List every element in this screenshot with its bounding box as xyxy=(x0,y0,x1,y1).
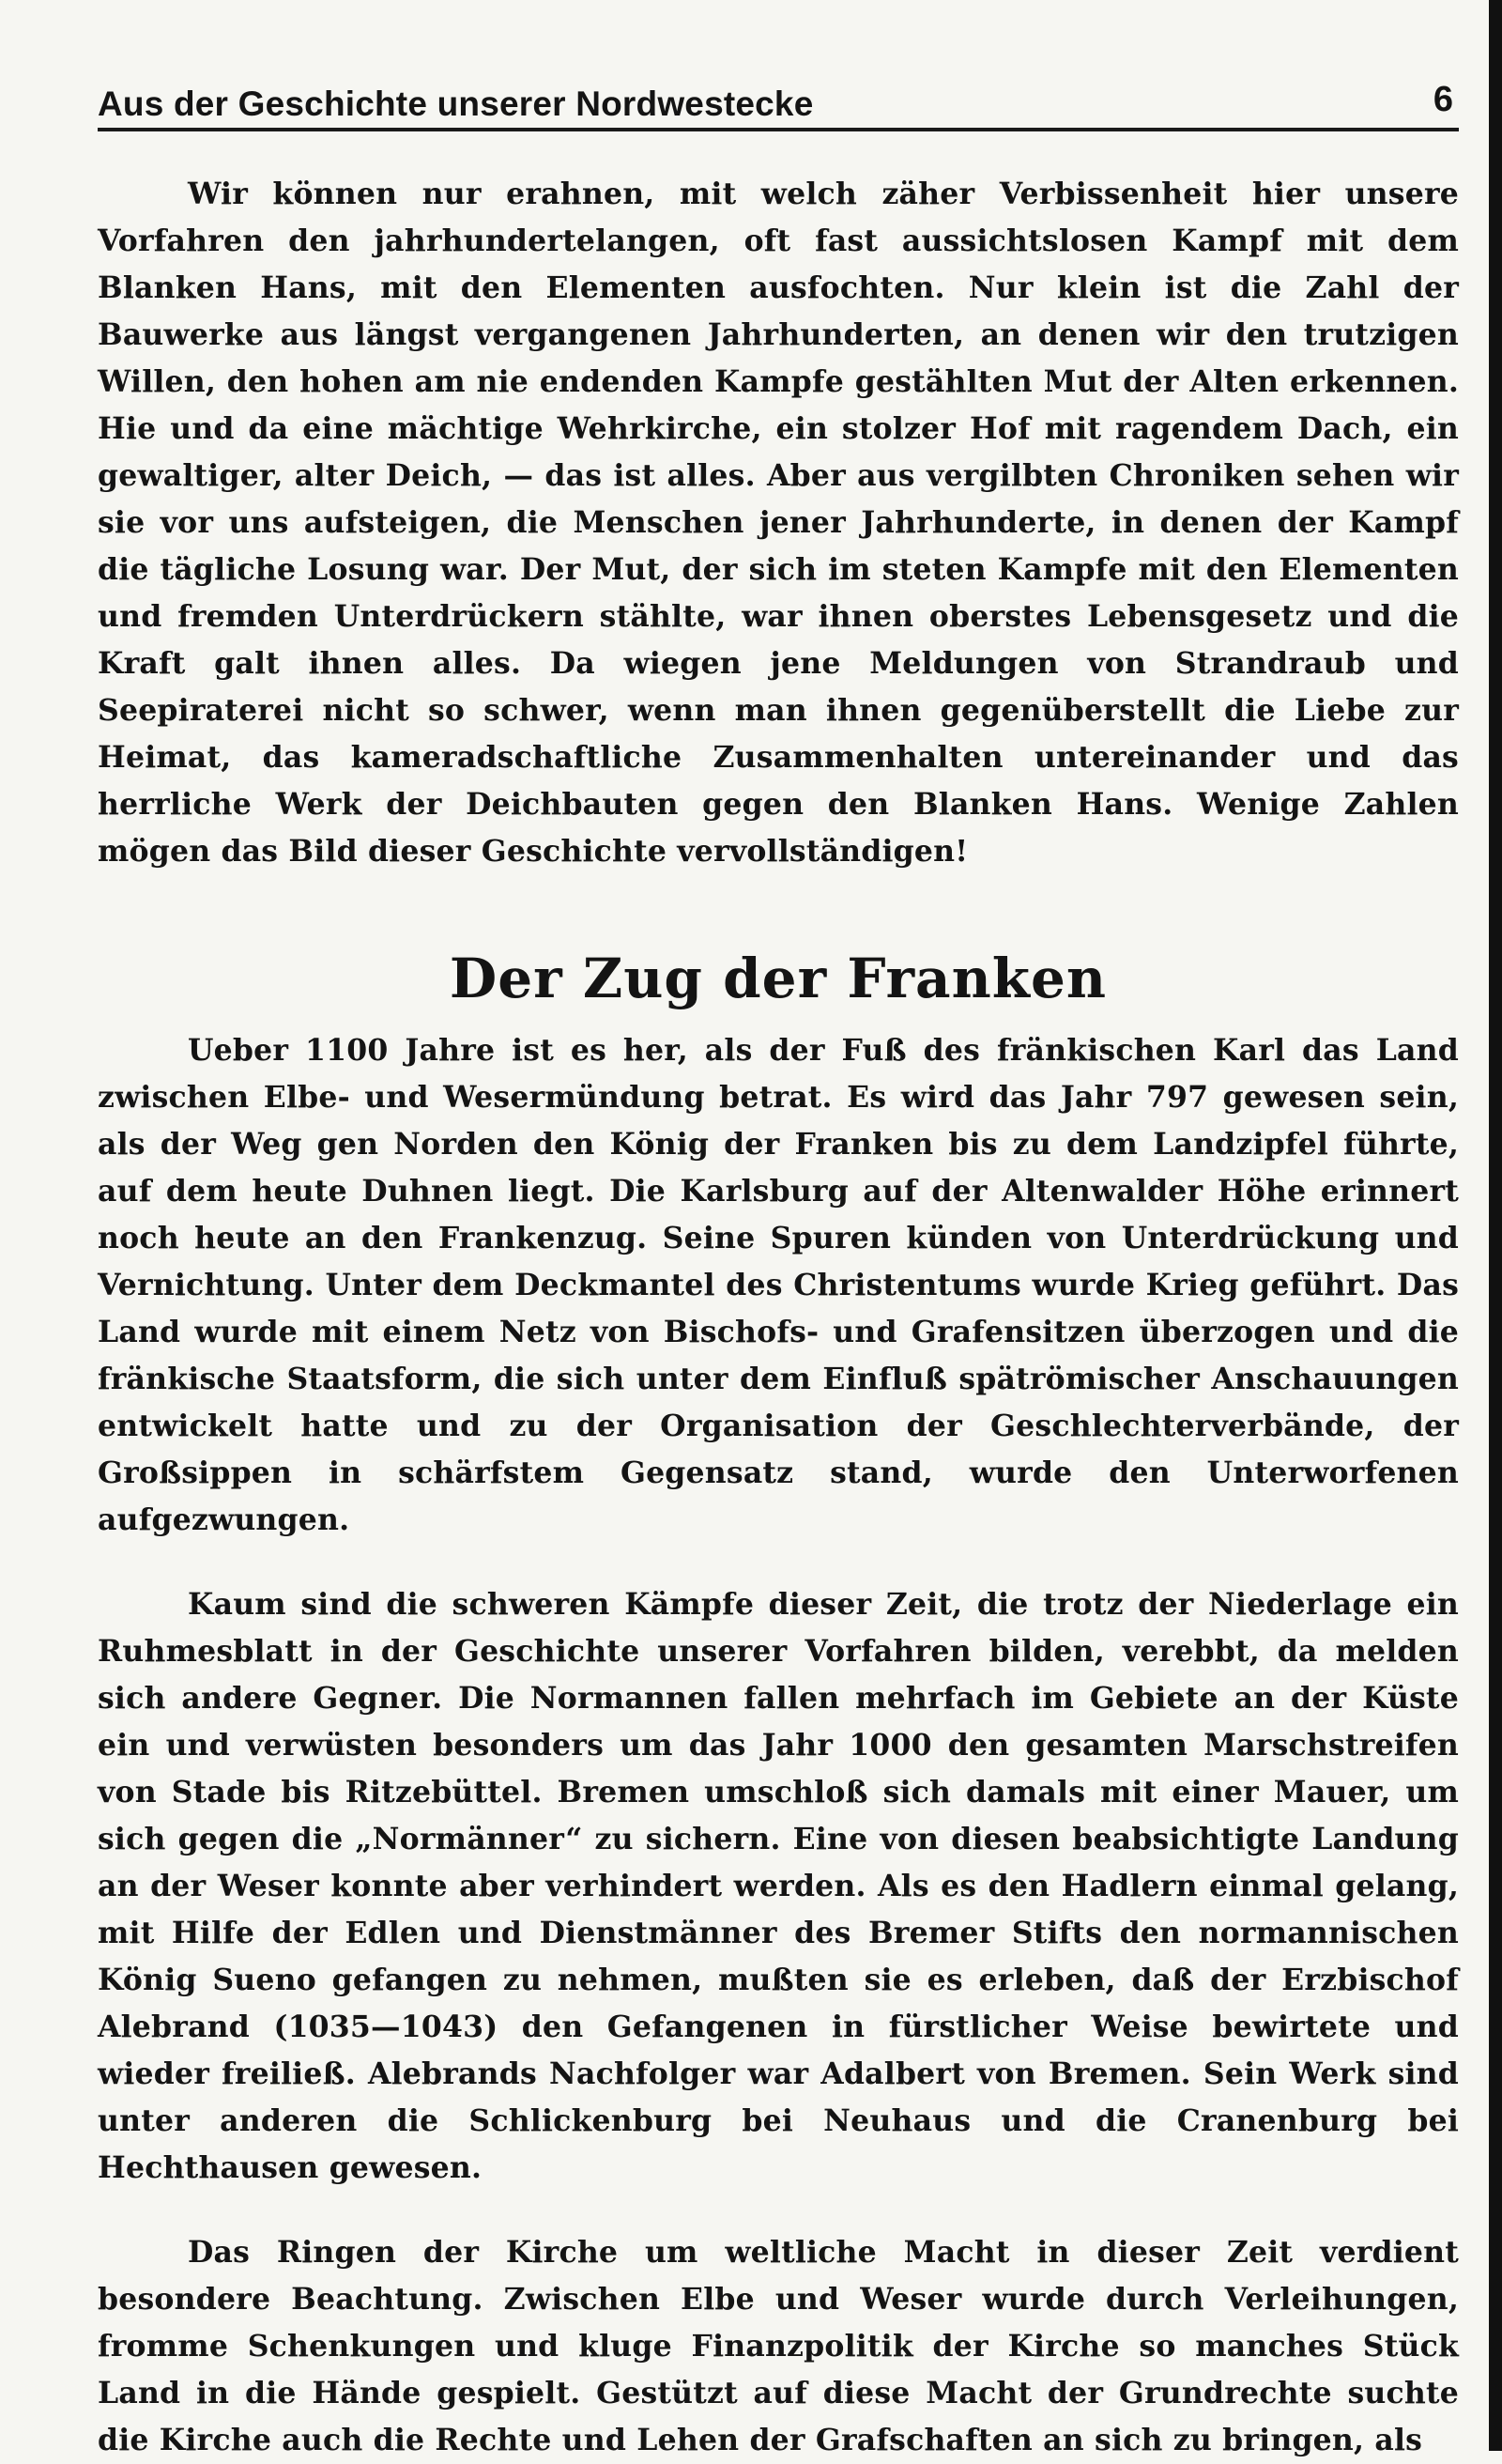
running-header xyxy=(98,66,1459,131)
running-title: Aus der Geschichte unserer Nordwestecke xyxy=(98,85,814,123)
book-page xyxy=(98,66,1459,2464)
section-paragraph-1: Ueber 1100 Jahre ist es her, als der Fuß des fränkischen Karl das Land zwischen Elbe- und Wesermündung betrat. Es wird das Jahr 797 gewesen sein, als der Weg gen Norden den König der Franken bis zu dem Landzipfel führte, auf dem heute Duhnen liegt. Die Karlsburg auf der Altenwalder Höhe erinnert noch heute an den Frankenzug. Seine Spuren künden von Unterdrückung und Vernichtung. Unter dem Deckmantel des Christentums wurde Krieg geführt. Das Land wurde mit einem Netz von Bischofs- und Grafensitzen überzogen und die fränkische Staatsform, die sich unter dem Einfluß spätrömischer Anschauungen entwickelt hatte und zu der Organisation der Geschlechterverbände, der Großsippen in schärfstem Gegensatz stand, wurde den Unterworfenen aufgezwungen. xyxy=(98,1033,1459,1537)
section-heading: Der Zug der Franken xyxy=(449,947,1108,1010)
intro-paragraph: Wir können nur erahnen, mit welch zäher Verbissenheit hier unsere Vorfahren den jahrhundertelangen, oft fast aussichtslosen Kampf mit dem Blanken Hans, mit den Elementen ausfochten. Nur klein ist die Zahl der Bauwerke aus längst vergangenen Jahrhunderten, an denen wir den trutzigen Willen, den hohen am nie endenden Kampfe gestählten Mut der Alten erkennen. Hie und da eine mächtige Wehrkirche, ein stolzer Hof mit ragendem Dach, ein gewaltiger, alter Deich, — das ist alles. Aber aus vergilbten Chroniken sehen wir sie vor uns aufsteigen, die Menschen jener Jahrhunderte, in denen der Kampf die tägliche Losung war. Der Mut, der sich im steten Kampfe mit den Elementen und fremden Unterdrückern stählte, war ihnen oberstes Lebensgesetz und die Kraft galt ihnen alles. Da wiegen jene Meldungen von Strandraub und Seepiraterei nicht so schwer, wenn man ihnen gegenüberstellt die Liebe zur Heimat, das kameradschaftliche Zusammenhalten untereinander und das herrliche Werk der Deichbauten gegen den Blanken Hans. Wenige Zahlen mögen das Bild dieser Geschichte vervollständigen! xyxy=(98,177,1459,869)
section-paragraph-2: Kaum sind die schweren Kämpfe dieser Zeit, die trotz der Niederlage ein Ruhmesblatt in der Geschichte unserer Vorfahren bilden, verebbt, da melden sich andere Gegner. Die Normannen fallen mehrfach im Gebiete an der Küste ein und verwüsten besonders um das Jahr 1000 den gesamten Marschstreifen von Stade bis Ritzebüttel. Bremen umschloß sich damals mit einer Mauer, um sich gegen die „Normänner“ zu sichern. Eine von diesen beabsichtigte Landung an der Weser konnte aber verhindert werden. Als es den Hadlern einmal gelang, mit Hilfe der Edlen und Dienstmänner des Bremer Stifts den normannischen König Sueno gefangen zu nehmen, mußten sie es erleben, daß der Erzbischof Alebrand (1035—1043) den Gefangenen in fürstlicher Weise bewirtete und wieder freiließ. Alebrands Nachfolger war Adalbert von Bremen. Sein Werk sind unter anderen die Schlickenburg bei Neuhaus und die Cranenburg bei Hechthausen gewesen. xyxy=(98,1587,1459,2185)
page-number: 6 xyxy=(1433,80,1453,119)
section-paragraph-3: Das Ringen der Kirche um weltliche Macht in dieser Zeit verdient besondere Beachtung. Zwischen Elbe und Weser wurde durch Verleihungen, fromme Schenkungen und kluge Finanzpolitik der Kirche so manches Stück Land in die Hände gespielt. Gestützt auf diese Macht der Grundrechte suchte die Kirche auch die Rechte und Lehen der Grafschaften an sich zu bringen, als xyxy=(98,2235,1459,2457)
page-edge-shadow xyxy=(1489,0,1502,2451)
